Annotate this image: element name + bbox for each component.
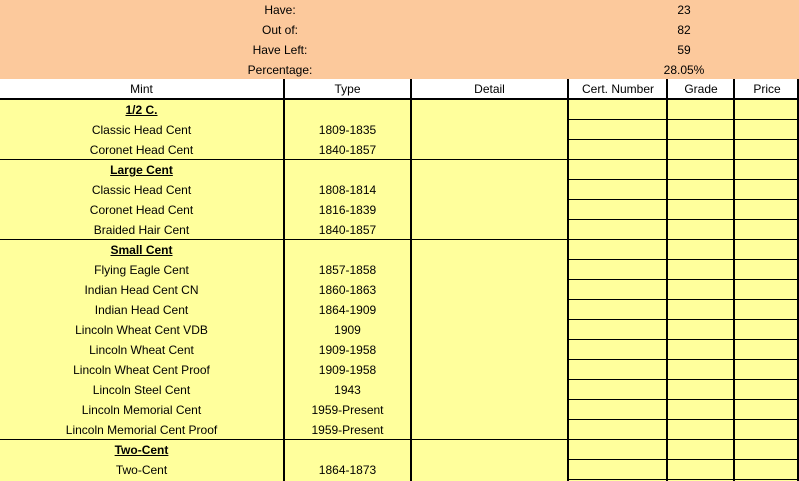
input-cell-border <box>567 339 799 340</box>
input-cell-border <box>567 279 799 280</box>
out-of-label: Out of: <box>261 23 299 37</box>
input-cell-border <box>567 159 799 160</box>
type-cell[interactable]: 1909-1958 <box>318 343 377 357</box>
summary-row-have-left <box>0 40 799 60</box>
summary-row-have <box>0 0 799 20</box>
input-cell-border <box>567 359 799 360</box>
mint-cell[interactable]: Lincoln Wheat Cent Proof <box>73 363 210 377</box>
header-mint[interactable]: Mint <box>130 82 153 96</box>
group-title[interactable]: 1/2 C. <box>125 103 158 117</box>
group-separator <box>0 159 568 160</box>
input-cell-border <box>567 179 799 180</box>
mint-cell[interactable]: Coronet Head Cent <box>89 203 194 217</box>
input-cell-border <box>567 139 799 140</box>
mint-cell[interactable]: Lincoln Wheat Cent VDB <box>75 323 208 337</box>
table-header <box>0 79 799 100</box>
input-cell-border <box>567 379 799 380</box>
mint-cell[interactable]: Lincoln Memorial Cent <box>81 403 202 417</box>
input-cell-border <box>567 239 799 240</box>
type-cell[interactable]: 1808-1814 <box>318 183 377 197</box>
header-cert-number[interactable]: Cert. Number <box>581 82 655 96</box>
mint-cell[interactable]: Coronet Head Cent <box>89 143 194 157</box>
type-cell[interactable]: 1864-1909 <box>318 303 377 317</box>
type-cell[interactable]: 1864-1873 <box>318 463 377 477</box>
out-of-value[interactable]: 82 <box>677 23 691 37</box>
input-cell-border <box>567 199 799 200</box>
mint-cell[interactable]: Classic Head Cent <box>91 123 192 137</box>
input-cell-border <box>567 259 799 260</box>
type-cell[interactable]: 1860-1863 <box>318 283 377 297</box>
group-title[interactable]: Large Cent <box>110 163 173 177</box>
mint-cell[interactable]: Indian Head Cent <box>94 303 189 317</box>
mint-cell[interactable]: Two-Cent <box>115 463 168 477</box>
percentage-value[interactable]: 28.05% <box>663 63 705 77</box>
input-cell-border <box>567 299 799 300</box>
input-cell-border <box>567 459 799 460</box>
mint-cell[interactable]: Lincoln Memorial Cent Proof <box>65 423 218 437</box>
mint-cell[interactable]: Lincoln Steel Cent <box>92 383 191 397</box>
group-title[interactable]: Two-Cent <box>114 443 169 457</box>
group-separator <box>0 239 568 240</box>
input-cell-border <box>567 319 799 320</box>
group-separator <box>0 439 568 440</box>
mint-cell[interactable]: Flying Eagle Cent <box>94 263 189 277</box>
type-cell[interactable]: 1857-1858 <box>318 263 377 277</box>
have-label: Have: <box>264 3 296 17</box>
column-divider <box>283 79 285 481</box>
type-cell[interactable]: 1840-1857 <box>318 143 377 157</box>
type-cell[interactable]: 1959-Present <box>311 423 384 437</box>
group-title[interactable]: Small Cent <box>110 243 173 257</box>
input-cell-border <box>567 419 799 420</box>
type-cell[interactable]: 1809-1835 <box>318 123 377 137</box>
coin-table <box>0 79 799 481</box>
have-left-label: Have Left: <box>252 43 308 57</box>
have-left-value[interactable]: 59 <box>677 43 691 57</box>
type-cell[interactable]: 1959-Present <box>311 403 384 417</box>
mint-cell[interactable]: Indian Head Cent CN <box>84 283 199 297</box>
summary-panel <box>0 0 799 79</box>
type-cell[interactable]: 1840-1857 <box>318 223 377 237</box>
mint-cell[interactable]: Classic Head Cent <box>91 183 192 197</box>
type-cell[interactable]: 1943 <box>334 383 361 397</box>
header-price[interactable]: Price <box>753 82 781 96</box>
input-cell-border <box>567 479 799 480</box>
input-cell-border <box>567 399 799 400</box>
header-type[interactable]: Type <box>334 82 361 96</box>
summary-row-out-of <box>0 20 799 40</box>
mint-cell[interactable]: Braided Hair Cent <box>93 223 190 237</box>
type-cell[interactable]: 1816-1839 <box>318 203 377 217</box>
input-cell-border <box>567 219 799 220</box>
percentage-label: Percentage: <box>247 63 313 77</box>
header-grade[interactable]: Grade <box>684 82 718 96</box>
header-detail[interactable]: Detail <box>474 82 505 96</box>
have-value[interactable]: 23 <box>677 3 691 17</box>
column-divider <box>410 79 412 481</box>
summary-row-percentage <box>0 60 799 80</box>
type-cell[interactable]: 1909 <box>334 323 361 337</box>
input-cell-border <box>567 119 799 120</box>
mint-cell[interactable]: Lincoln Wheat Cent <box>89 343 194 357</box>
input-cell-border <box>567 439 799 440</box>
type-cell[interactable]: 1909-1958 <box>318 363 377 377</box>
